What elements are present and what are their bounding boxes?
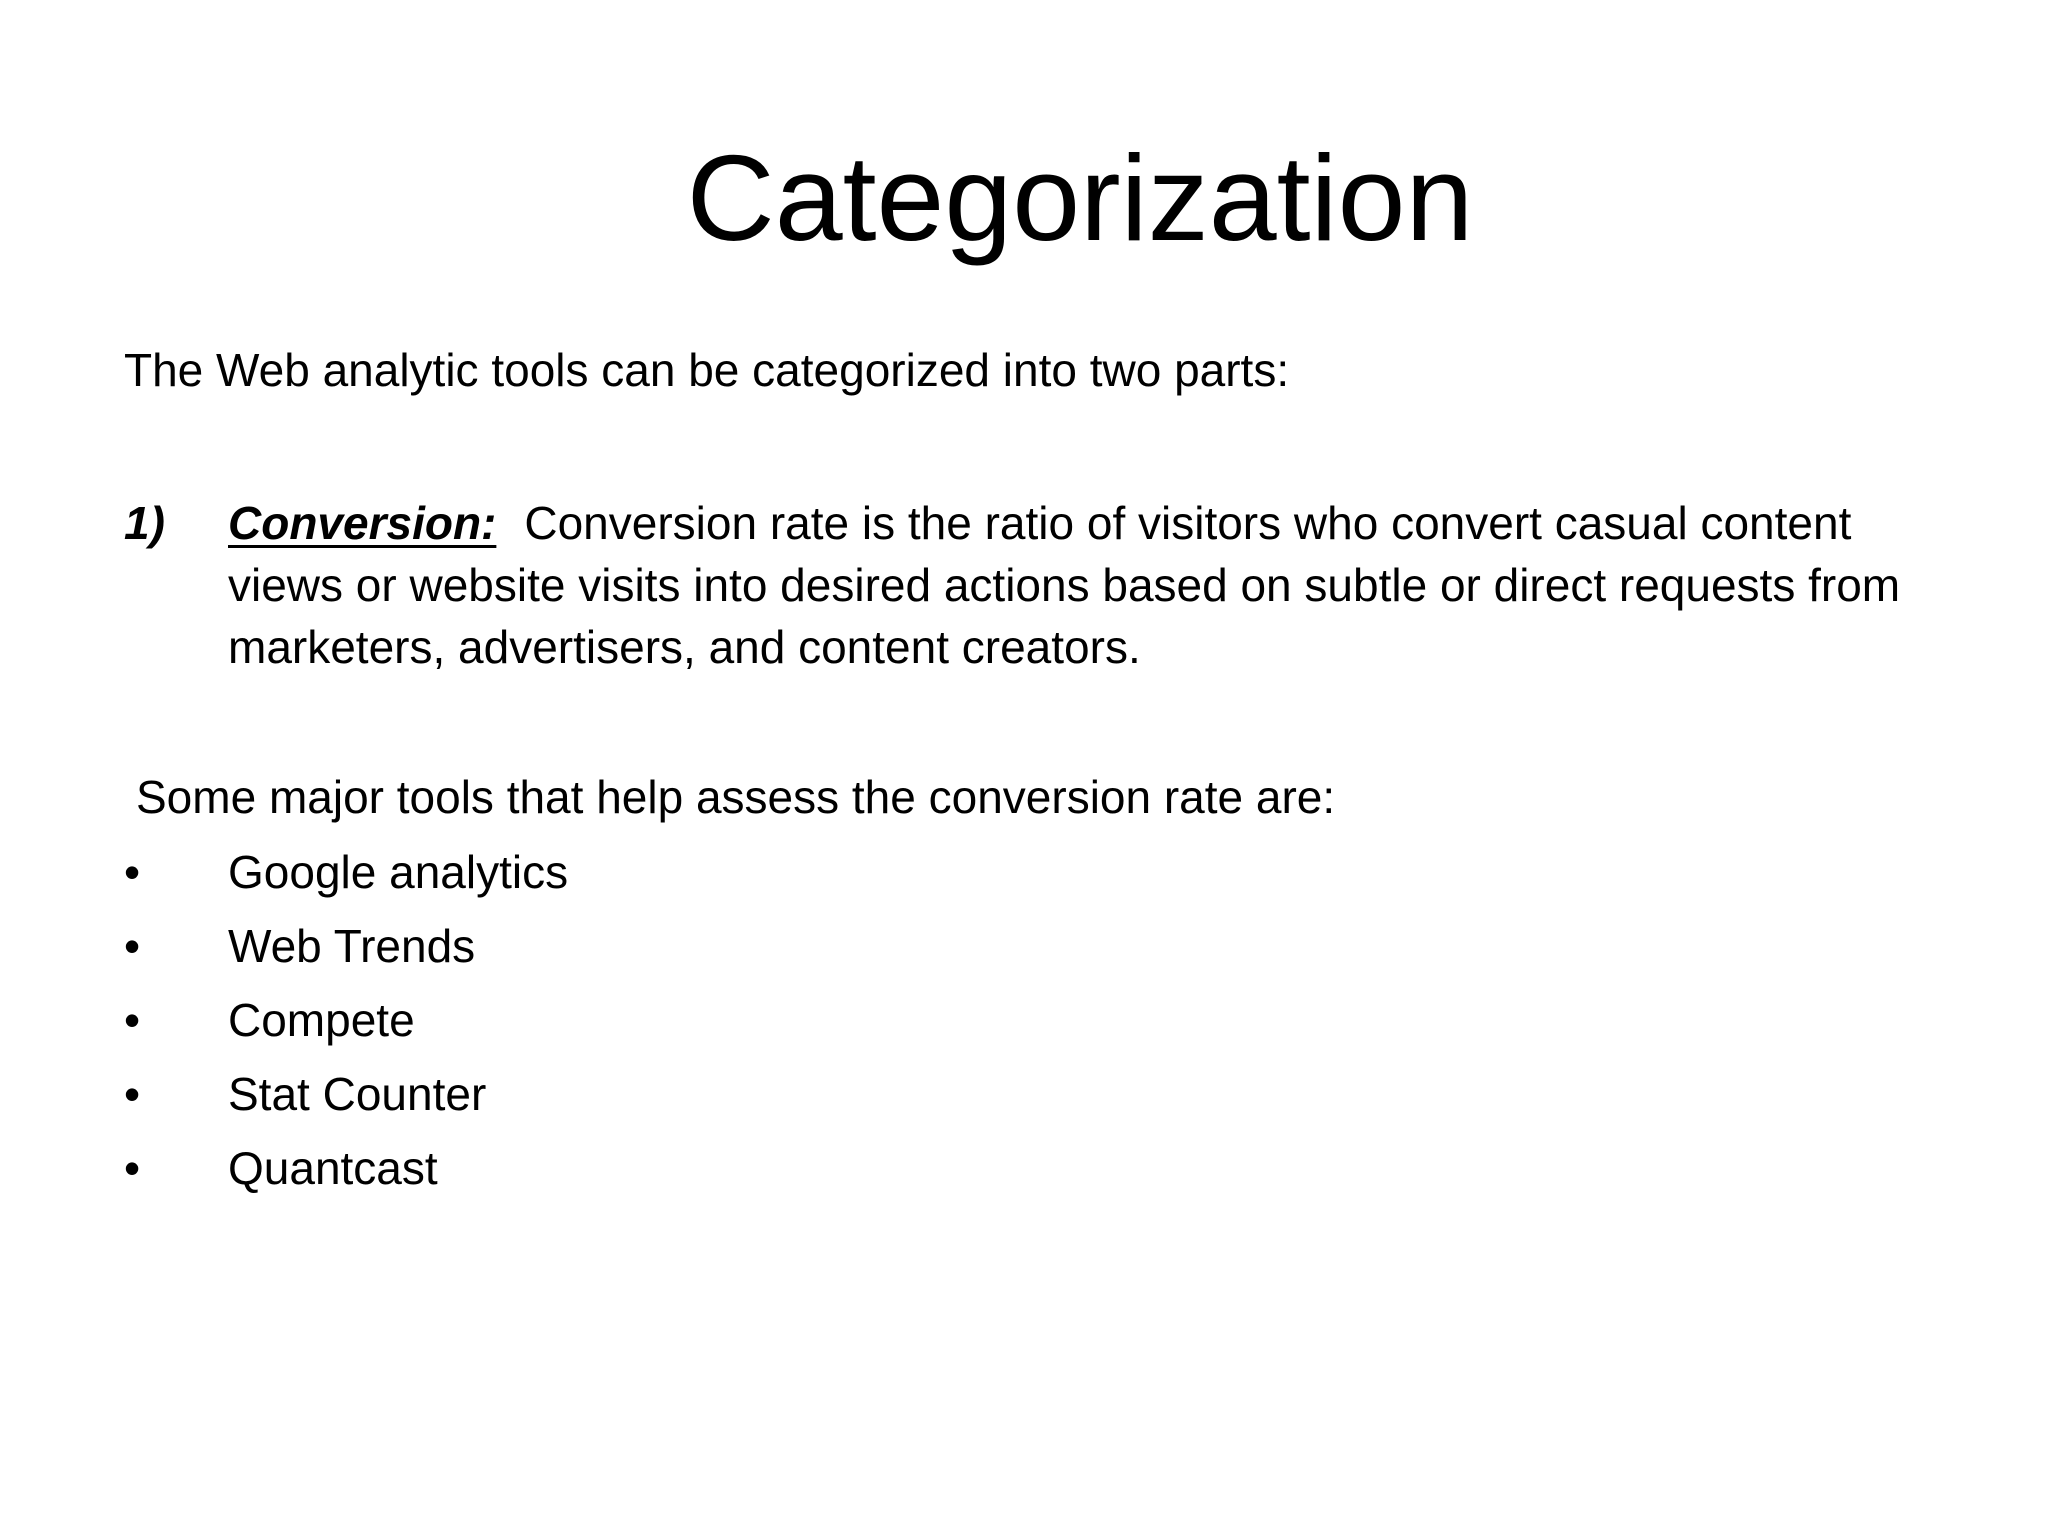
bullet-icon: •: [124, 920, 141, 972]
tool-name: Compete: [228, 994, 415, 1046]
numbered-item-body: [228, 492, 1904, 678]
numbered-item-conversion: [124, 492, 1904, 678]
term-description: Conversion rate is the ratio of visitors who convert casual content views or website visits into desired actions based on subtle or direct requests from marketers, advertisers, and content creators.: [228, 497, 1901, 673]
tools-intro-text: Some major tools that help assess the conversion rate are:: [136, 771, 1336, 823]
bullet-icon: •: [124, 1142, 141, 1194]
list-number: 1): [124, 497, 165, 549]
tool-name: Quantcast: [228, 1142, 438, 1194]
bullet-icon: •: [124, 994, 141, 1046]
slide-title: Categorization: [686, 130, 1474, 266]
bullet-icon: •: [124, 1068, 141, 1120]
term-label: Conversion:: [228, 497, 497, 549]
intro-text: The Web analytic tools can be categorized into two parts:: [124, 344, 1290, 396]
tool-name: Web Trends: [228, 920, 476, 972]
tool-name: Google analytics: [228, 846, 569, 898]
bullet-icon: •: [124, 846, 141, 898]
tool-name: Stat Counter: [228, 1068, 487, 1120]
